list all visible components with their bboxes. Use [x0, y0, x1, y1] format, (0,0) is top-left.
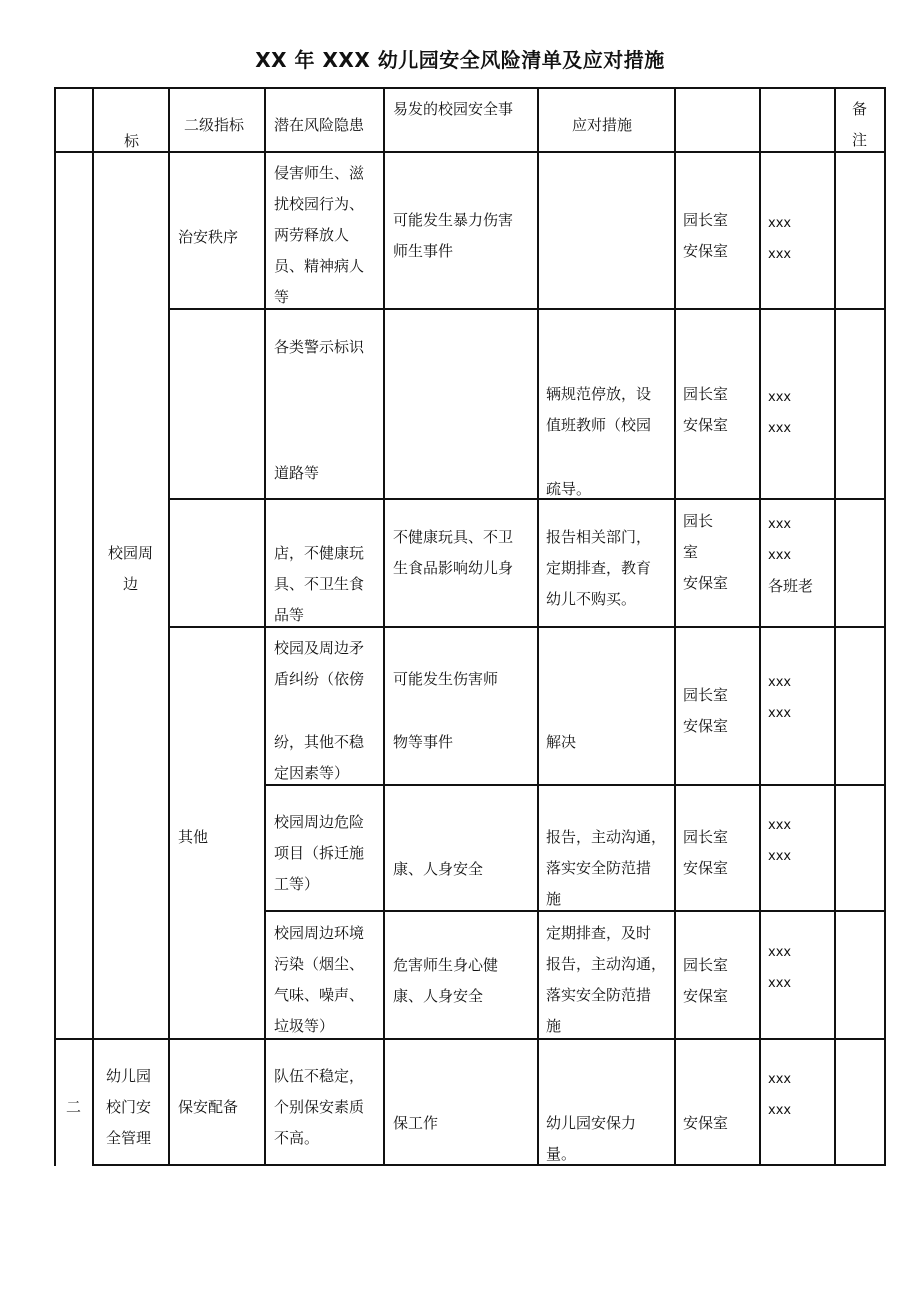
text-line: xxx: [768, 706, 792, 721]
text-line: 报告，主动沟通，: [546, 828, 667, 846]
measures-cell: [546, 522, 651, 615]
person-cell: [768, 937, 791, 999]
person-cell: [768, 810, 791, 872]
column-divider: [92, 87, 94, 1166]
header-remarks-line: 备: [852, 100, 868, 118]
text-line: 个别保安素质: [274, 1098, 365, 1116]
text-line: 工等）: [274, 875, 320, 893]
text-line: 安保室: [683, 859, 729, 877]
text-line: 园长室: [683, 211, 729, 229]
text-line: 安保室: [683, 987, 729, 1005]
section-index: 二: [66, 1098, 82, 1116]
document-title: XX 年 XXX 幼儿园安全风险清单及应对措施: [255, 48, 665, 72]
text-line: 室: [683, 543, 699, 561]
header-hazard: 潜在风险隐患: [274, 116, 365, 134]
text-line: xxx: [768, 849, 792, 864]
text-line: 队伍不稳定，: [274, 1067, 365, 1085]
incident-cell: [393, 950, 498, 1012]
text-line: 定期排查，教育: [546, 559, 652, 577]
text-line: 辆规范停放，设: [546, 385, 652, 403]
incident-cell: 康、人身安全: [393, 860, 484, 878]
department-cell: 安保室: [683, 1114, 729, 1132]
text-line: 品等: [274, 606, 305, 624]
header-remarks-line: 注: [852, 131, 868, 149]
text-line: 园长室: [683, 956, 729, 974]
first-level-cell: [106, 1061, 151, 1154]
incident-cell: [393, 522, 513, 584]
text-line: xxx: [768, 517, 792, 532]
hazard-cell: [274, 807, 364, 900]
text-line: 量。: [546, 1145, 577, 1163]
text-line: 幼儿园: [106, 1067, 152, 1085]
text-line: 侵害师生、滋: [274, 164, 365, 182]
text-line: 定期排查，及时: [546, 924, 652, 942]
text-line: xxx: [768, 818, 792, 833]
person-cell: [768, 509, 813, 602]
text-line: 园长室: [683, 385, 729, 403]
text-line: 各班老: [768, 577, 814, 595]
text-line: 报告相关部门，: [546, 528, 652, 546]
text-line: 危害师生身心健: [393, 956, 499, 974]
text-line: 值班教师（校园: [546, 416, 652, 434]
measures-cell: [546, 918, 666, 1042]
hazard-cell: [274, 633, 364, 695]
measures-cell: [546, 822, 666, 915]
header-first-level: 标: [124, 132, 140, 150]
text-line: 校园周边危险: [274, 813, 365, 831]
text-line: 店，不健康玩: [274, 544, 365, 562]
text-line: 定因素等）: [274, 764, 350, 782]
text-line: xxx: [768, 1103, 792, 1118]
text-line: 纷，其他不稳: [274, 733, 365, 751]
column-divider: [759, 87, 761, 1166]
text-line: 园长: [683, 512, 714, 530]
text-line: 施: [546, 890, 562, 908]
column-divider: [537, 87, 539, 1166]
text-line: 落实安全防范措: [546, 859, 652, 877]
text-line: xxx: [768, 421, 792, 436]
hazard-cell: 各类警示标识: [274, 338, 365, 356]
text-line: 安保室: [683, 242, 729, 260]
text-line: xxx: [768, 945, 792, 960]
person-cell: [768, 382, 791, 444]
text-line: xxx: [768, 390, 792, 405]
text-line: 安保室: [683, 717, 729, 735]
text-line: xxx: [768, 247, 792, 262]
measures-cell: [546, 379, 651, 441]
hazard-cell: [274, 918, 364, 1042]
text-line: 气味、噪声、: [274, 986, 365, 1004]
text-line: 幼儿不购买。: [546, 590, 637, 608]
text-line: 园长室: [683, 686, 729, 704]
text-line: xxx: [768, 675, 792, 690]
measures-cell: [546, 1108, 636, 1170]
incident-cell: [393, 205, 513, 267]
text-line: 施: [546, 1017, 562, 1035]
measures-cell: 疏导。: [546, 480, 592, 498]
person-cell: [768, 1064, 791, 1126]
table-border-left: [54, 87, 56, 1166]
text-line: 垃圾等）: [274, 1017, 335, 1035]
text-line: xxx: [768, 976, 792, 991]
column-divider: [264, 87, 266, 1166]
second-level-cell: 其他: [178, 828, 209, 846]
text-line: 等: [274, 288, 290, 306]
header-measures: 应对措施: [572, 116, 633, 134]
text-line: xxx: [768, 548, 792, 563]
measures-cell: 解决: [546, 733, 577, 751]
text-line: 康、人身安全: [393, 987, 484, 1005]
section-divider: [54, 1038, 886, 1040]
incident-cell: 保工作: [393, 1114, 439, 1132]
header-incident: 易发的校园安全事: [393, 100, 514, 118]
department-cell: [683, 950, 728, 1012]
text-line: 落实安全防范措: [546, 986, 652, 1004]
text-line: xxx: [768, 216, 792, 231]
table-border-right: [884, 87, 886, 1166]
row-divider: [168, 498, 886, 500]
text-line: xxx: [768, 1072, 792, 1087]
header-divider: [54, 151, 886, 153]
text-line: 具、不卫生食: [274, 575, 365, 593]
table-border-top: [54, 87, 886, 89]
text-line: 两劳释放人: [274, 226, 350, 244]
column-divider: [383, 87, 385, 1166]
text-line: 师生事件: [393, 242, 454, 260]
column-divider: [834, 87, 836, 1166]
text-line: 校园及周边矛: [274, 639, 365, 657]
header-second-level: 二级指标: [184, 116, 245, 134]
hazard-cell: [274, 538, 364, 631]
text-line: 报告，主动沟通，: [546, 955, 667, 973]
department-cell: [683, 680, 728, 742]
column-divider: [674, 87, 676, 1166]
text-line: 校园周: [108, 544, 154, 562]
hazard-cell: 道路等: [274, 464, 320, 482]
table-border-bottom: [92, 1164, 886, 1166]
text-line: 生食品影响幼儿身: [393, 559, 514, 577]
hazard-cell: [274, 1061, 364, 1154]
text-line: 安保室: [683, 574, 729, 592]
incident-cell: 可能发生伤害师: [393, 670, 499, 688]
text-line: 项目（拆迁施: [274, 844, 365, 862]
department-cell: [683, 822, 728, 884]
hazard-cell: [274, 727, 364, 789]
text-line: 全管理: [106, 1129, 152, 1147]
text-line: 可能发生暴力伤害: [393, 211, 514, 229]
person-cell: [768, 208, 791, 270]
column-divider: [168, 87, 170, 1166]
header-remarks: [852, 94, 867, 156]
department-cell: [683, 506, 728, 599]
text-line: 校园周边环境: [274, 924, 365, 942]
text-line: 不高。: [274, 1129, 320, 1147]
person-cell: [768, 667, 791, 729]
second-level-cell: 治安秩序: [178, 228, 239, 246]
incident-cell: 物等事件: [393, 733, 454, 751]
text-line: 边: [123, 575, 139, 593]
text-line: 校门安: [106, 1098, 152, 1116]
first-level-cell: [108, 538, 153, 600]
text-line: 扰校园行为、: [274, 195, 365, 213]
department-cell: [683, 205, 728, 267]
text-line: 盾纠纷（依傍: [274, 670, 365, 688]
text-line: 员、精神病人: [274, 257, 365, 275]
text-line: 幼儿园安保力: [546, 1114, 637, 1132]
second-level-cell: 保安配备: [178, 1098, 239, 1116]
text-line: 污染（烟尘、: [274, 955, 365, 973]
hazard-cell: [274, 158, 364, 313]
text-line: 园长室: [683, 828, 729, 846]
text-line: 不健康玩具、不卫: [393, 528, 514, 546]
text-line: 安保室: [683, 416, 729, 434]
department-cell: [683, 379, 728, 441]
